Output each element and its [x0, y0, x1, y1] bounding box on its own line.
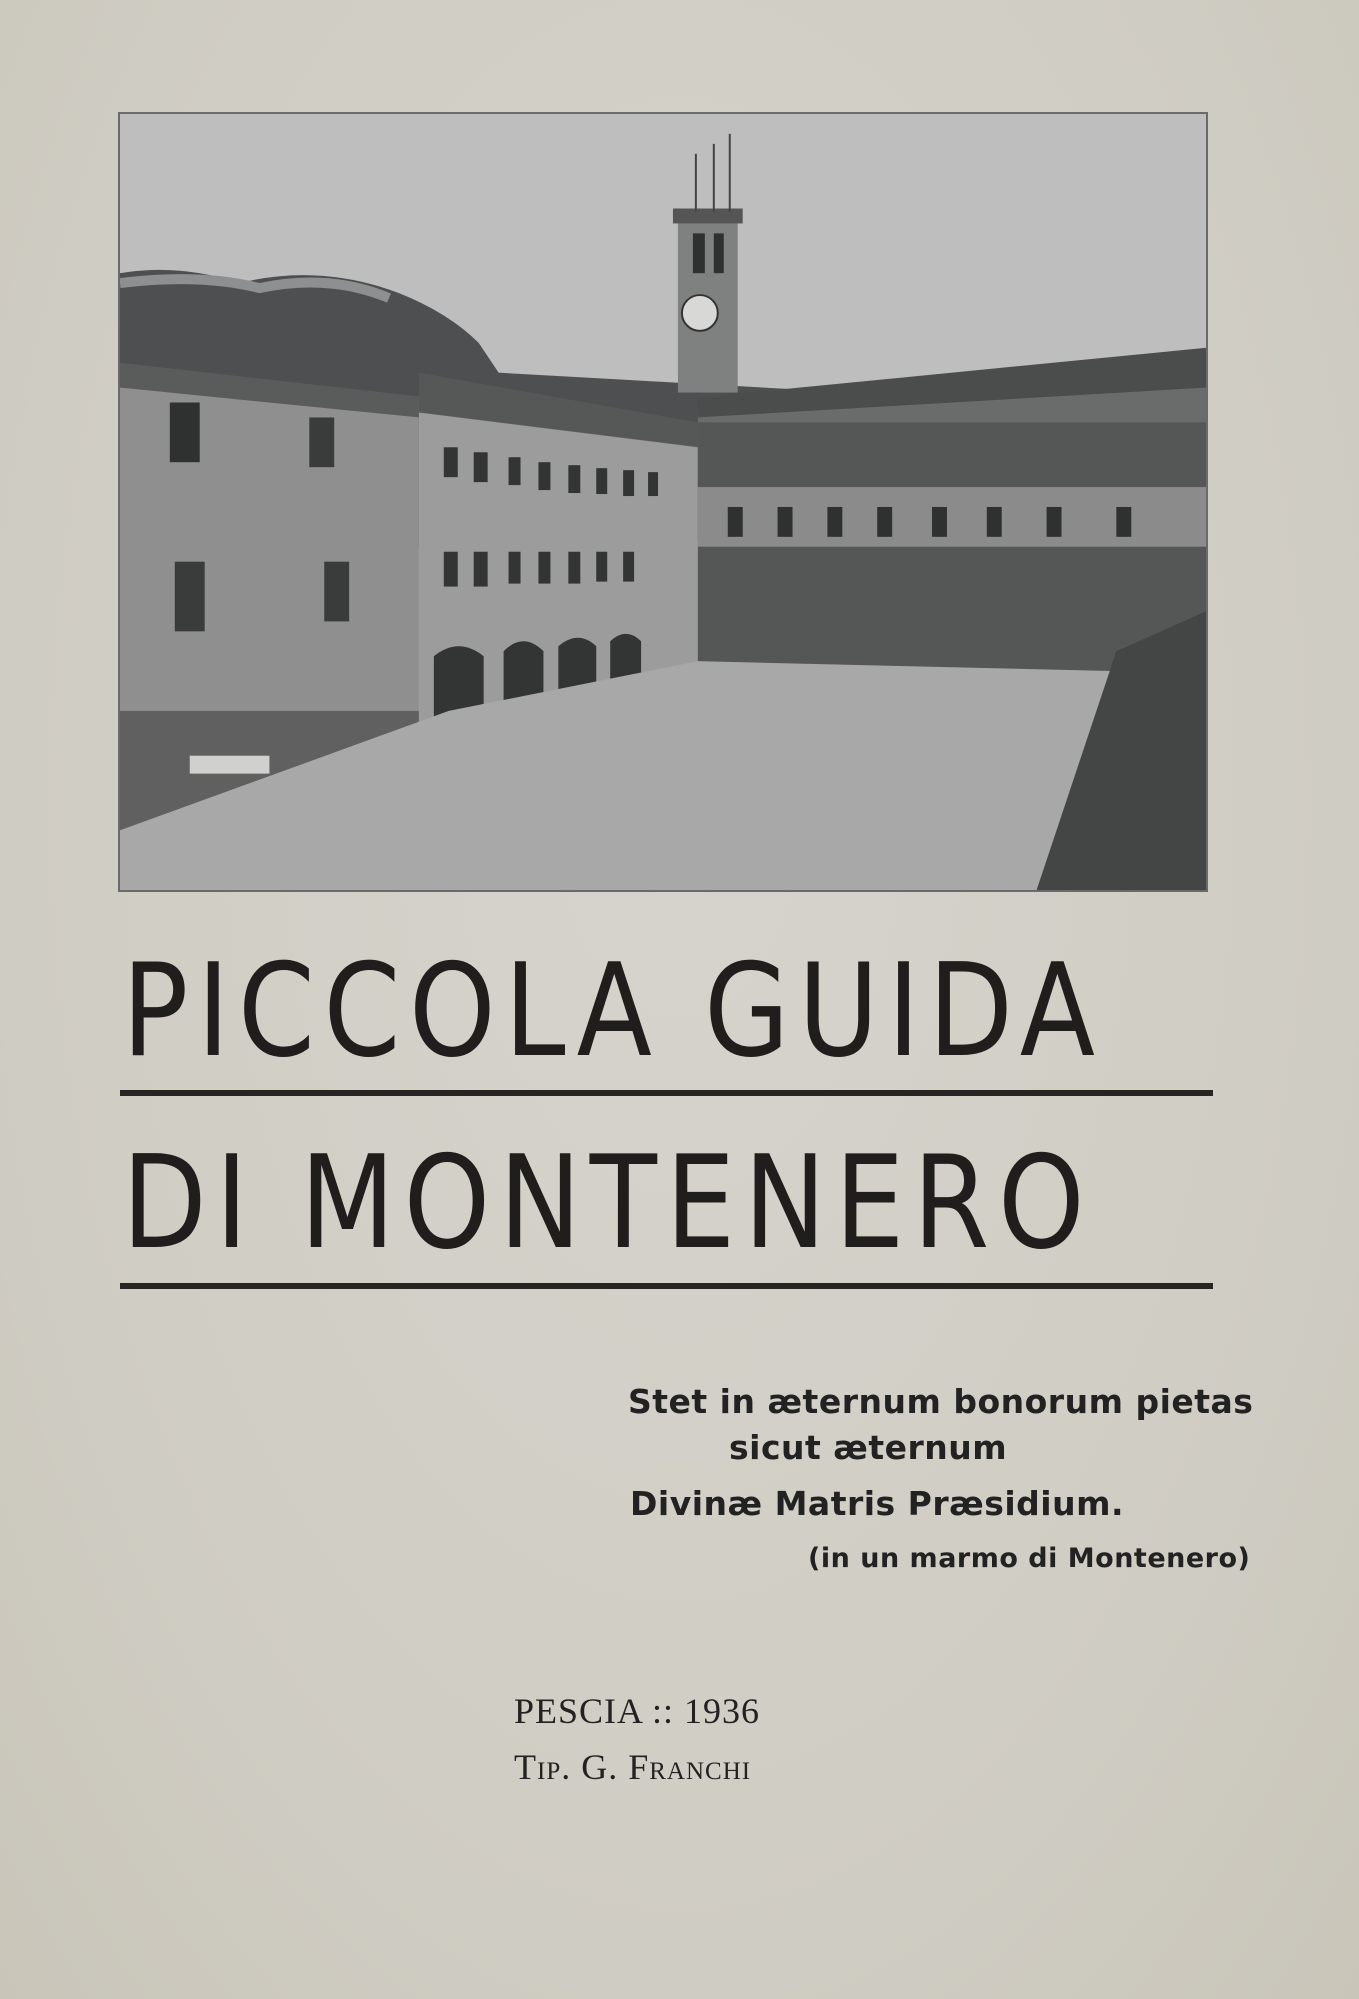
title-line-1: PICCOLA GUIDA	[122, 937, 1104, 1086]
title-divider-bottom	[120, 1283, 1213, 1289]
title-line-2: DI MONTENERO	[122, 1129, 1094, 1278]
title-divider-top	[120, 1090, 1213, 1096]
epigraph-line-2: sicut æternum	[729, 1428, 1008, 1467]
epigraph-line-3: Divinæ Matris Præsidium.	[630, 1484, 1125, 1523]
imprint-place-year: PESCIA :: 1936	[514, 1691, 761, 1731]
imprint-printer: Tip. G. Franchi	[514, 1747, 752, 1787]
epigraph-line-1: Stet in æternum bonorum pietas	[628, 1382, 1254, 1421]
epigraph-source: (in un marmo di Montenero)	[808, 1543, 1251, 1574]
cover-photo-sanctuary-courtyard	[118, 112, 1208, 892]
